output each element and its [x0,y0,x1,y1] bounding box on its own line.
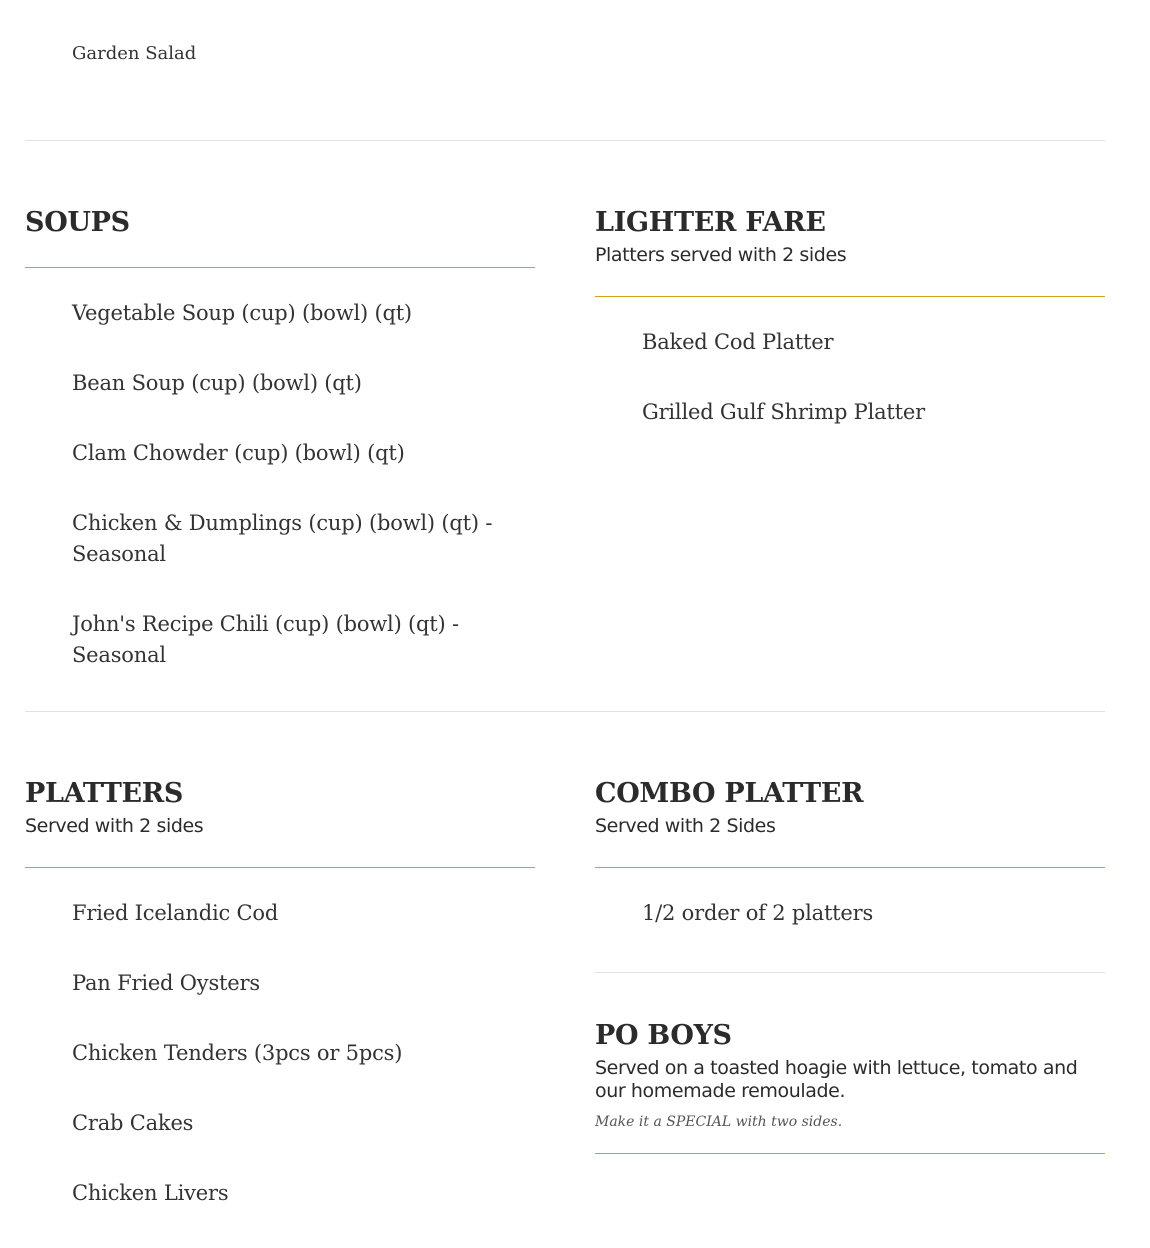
section-title-soups: SOUPS [25,207,130,238]
section-accent-rule [25,267,535,268]
list-item: Clam Chowder (cup) (bowl) (qt) [72,441,405,465]
list-item: John's Recipe Chili (cup) (bowl) (qt) - Seasonal [72,612,459,667]
section-platters [25,778,535,1248]
list-item: Vegetable Soup (cup) (bowl) (qt) [72,301,412,325]
section-combo-platter [595,778,1105,968]
section-accent-rule [25,867,535,868]
section-title-combo-platter: COMBO PLATTER [595,778,864,809]
section-subtitle-po-boys: Served on a toasted hoagie with lettuce, tomato and our homemade remoulade. [595,1057,1078,1102]
platters-list [25,898,535,1209]
section-title-platters: PLATTERS [25,778,184,809]
list-item: Fried Icelandic Cod [72,901,279,925]
list-item: Chicken Tenders (3pcs or 5pcs) [72,1041,403,1065]
list-item: 1/2 order of 2 platters [642,901,874,925]
section-divider [25,140,1105,141]
section-lighter-fare [595,207,1105,467]
list-item: Bean Soup (cup) (bowl) (qt) [72,371,362,395]
section-title-po-boys: PO BOYS [595,1020,732,1051]
section-title-lighter-fare: LIGHTER FARE [595,207,826,238]
section-note-po-boys: Make it a SPECIAL with two sides. [595,1114,843,1130]
list-item: Baked Cod Platter [642,330,834,354]
list-item: Pan Fried Oysters [72,971,260,995]
menu-item-garden-salad: Garden Salad [72,43,197,64]
section-subtitle-platters: Served with 2 sides [25,815,204,837]
section-soups [25,207,535,710]
section-divider [595,972,1105,973]
lighter-fare-list [595,327,1105,428]
section-divider [25,711,1105,712]
list-item: Chicken & Dumplings (cup) (bowl) (qt) - Seasonal [72,511,493,566]
list-item: Chicken Livers [72,1181,229,1205]
list-item: Grilled Gulf Shrimp Platter [642,400,925,424]
soups-list [25,298,535,671]
section-po-boys [595,1020,1105,1154]
section-accent-rule [595,867,1105,868]
list-item: Crab Cakes [72,1111,194,1135]
combo-platter-list [595,898,1105,929]
section-subtitle-lighter-fare: Platters served with 2 sides [595,244,847,266]
section-accent-rule [595,1153,1105,1154]
section-subtitle-combo-platter: Served with 2 Sides [595,815,776,837]
section-accent-rule [595,296,1105,297]
